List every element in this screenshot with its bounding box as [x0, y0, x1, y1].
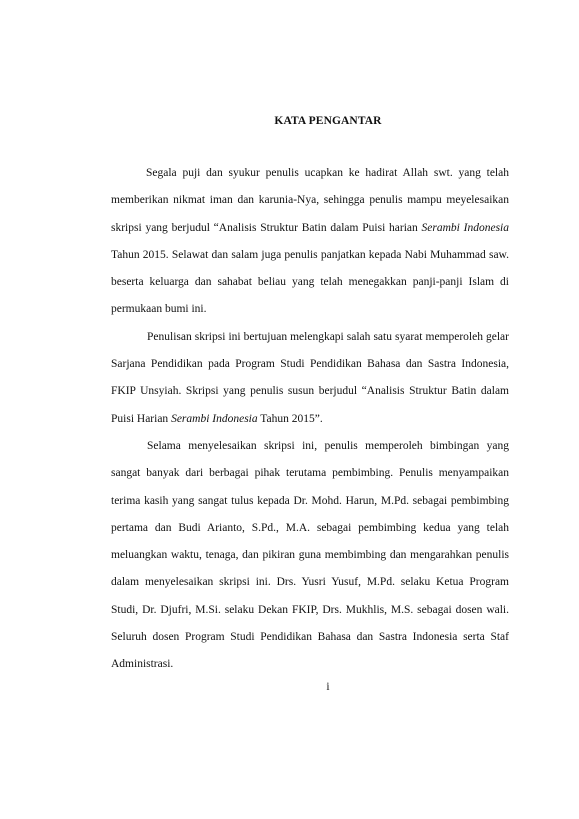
paragraph-1-segment-1: Segala puji dan syukur penulis ucapkan ke hadirat Allah swt. yang telah memberikan nikmat iman dan karunia-Nya, sehingga penulis mampu meyelesaikan skripsi yang berjudul “Analisis Struktur Batin dalam Puisi harian	[111, 167, 509, 234]
paragraph-1-segment-3: Tahun 2015. Selawat dan salam juga penulis panjatkan kepada Nabi Muhammad saw. beserta keluarga dan sahabat beliau yang telah menegakkan panji-panji Islam di permukaan bumi ini.	[111, 248, 509, 316]
body-text	[111, 160, 509, 679]
paragraph-2-italic-newspaper-name: Serambi Indonesia	[171, 412, 258, 425]
page-number: i	[326, 681, 330, 693]
paragraph-1-italic-newspaper-name: Serambi Indonesia	[421, 221, 510, 234]
paragraph-1	[111, 160, 509, 324]
page-title: KATA PENGANTAR	[274, 115, 382, 127]
paragraph-2-segment-3: Tahun 2015”.	[257, 412, 323, 425]
paragraph-3	[111, 433, 509, 679]
paragraph-2-segment-1: Penulisan skripsi ini bertujuan melengkapi salah satu syarat memperoleh gelar Sarjana Pendidikan pada Program Studi Pendidikan Bahasa dan Sastra Indonesia, FKIP Unsyiah. Skripsi yang penulis susun berjudul “Analisis Struktur Batin dalam Puisi Harian	[111, 330, 509, 425]
paragraph-3-segment-1: Selama menyelesaikan skripsi ini, penulis memperoleh bimbingan yang sangat banyak dari berbagai pihak terutama pembimbing. Penulis menyampaikan terima kasih yang sangat tulus kepada Dr. Mohd. Harun, M.Pd. sebagai pembimbing pertama dan Budi Arianto, S.Pd., M.A. sebagai pembimbing kedua yang telah meluangkan waktu, tenaga, dan pikiran guna membimbing dan mengarahkan penulis dalam menyelesaikan skripsi ini. Drs. Yusri Yusuf, M.Pd. selaku Ketua Program Studi, Dr. Djufri, M.Si. selaku Dekan FKIP, Drs. Mukhlis, M.S. sebagai dosen wali. Seluruh dosen Program Studi Pendidikan Bahasa dan Sastra Indonesia serta Staf Administrasi.	[111, 439, 509, 671]
paragraph-2	[111, 324, 509, 433]
